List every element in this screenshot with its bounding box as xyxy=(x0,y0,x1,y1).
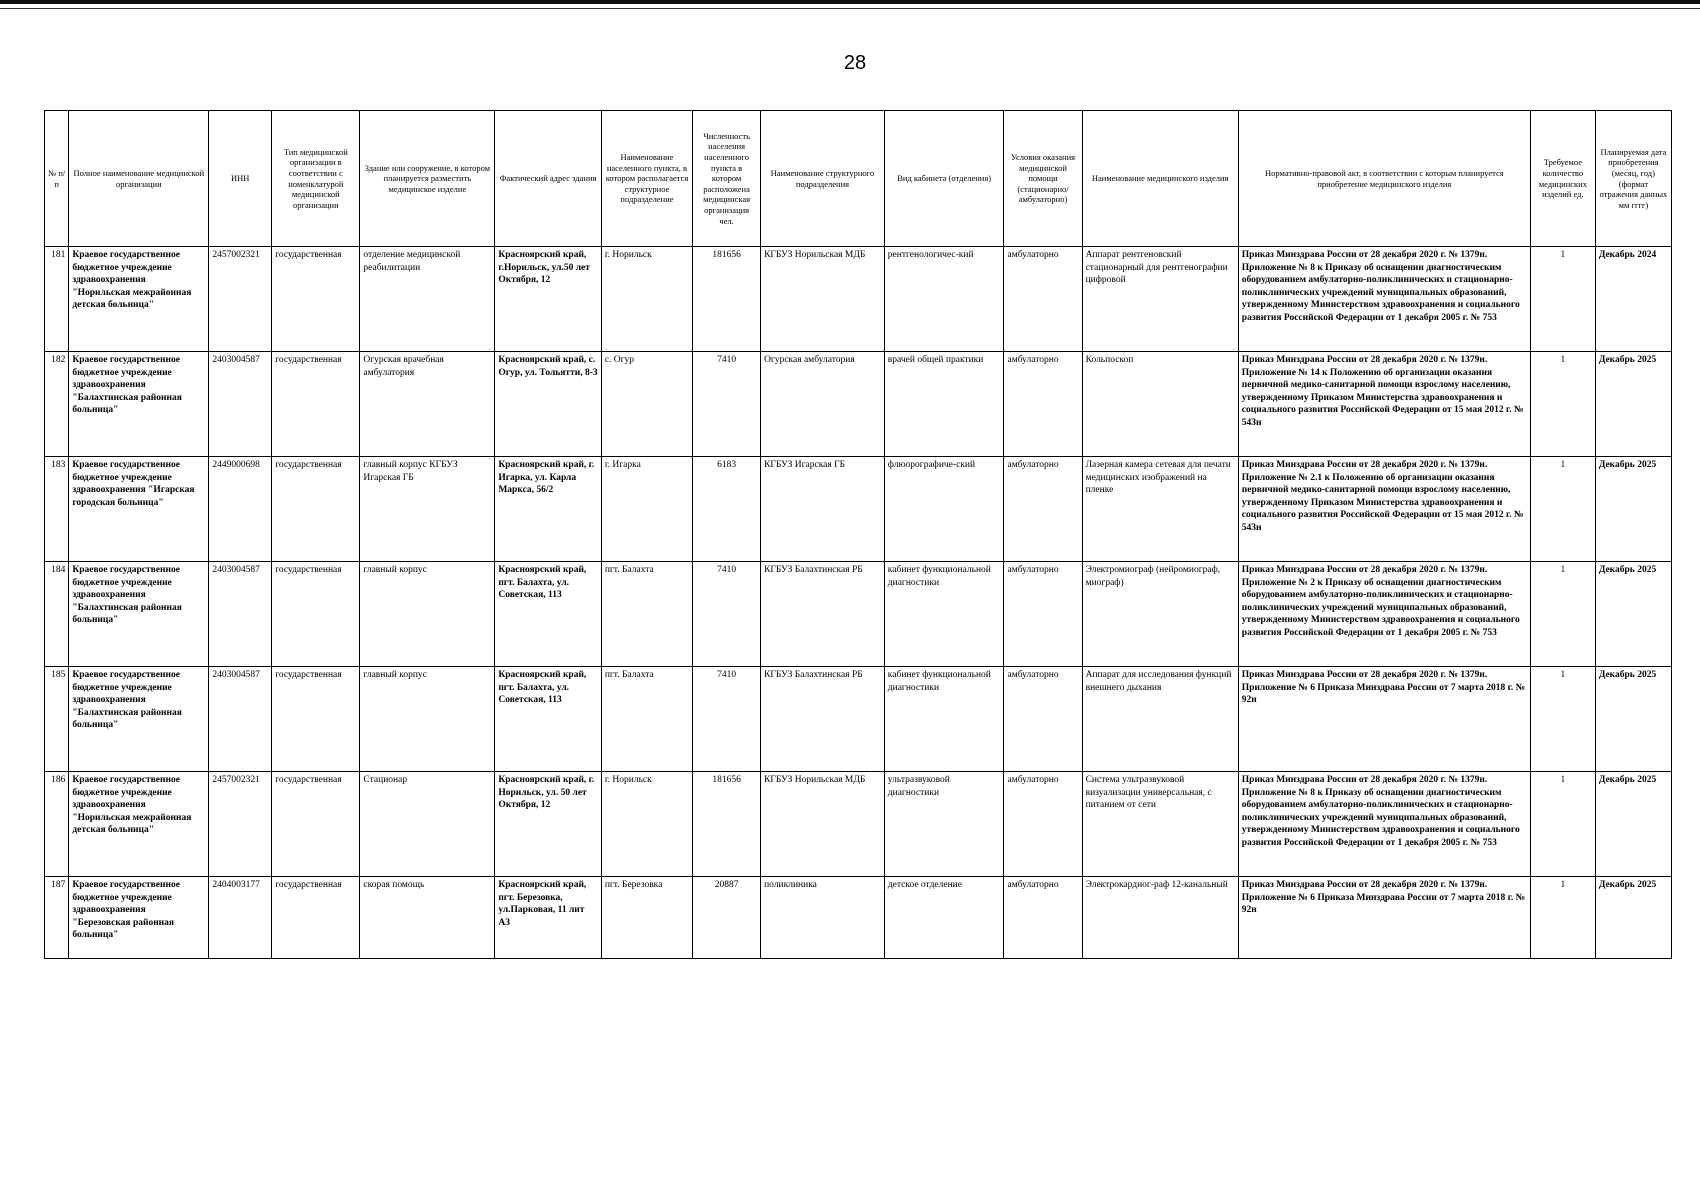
header-conditions: Условия оказания медицинской помощи (стационарно/ амбулаторно) xyxy=(1004,111,1082,247)
cell-num: 185 xyxy=(45,667,69,772)
cell-date: Декабрь 2024 xyxy=(1595,247,1671,352)
cell-building: Стационар xyxy=(360,772,495,877)
cell-org: Краевое государственное бюджетное учреждение здравоохранения "Игарская городская больница" xyxy=(69,457,209,562)
cell-unit: КГБУЗ Норильская МДБ xyxy=(761,247,885,352)
header-address: Фактический адрес здания xyxy=(495,111,602,247)
cell-device: Аппарат рентгеновский стационарный для рентгенографии цифровой xyxy=(1082,247,1238,352)
cell-conditions: амбулаторно xyxy=(1004,667,1082,772)
header-unit: Наименование структурного подразделения xyxy=(761,111,885,247)
table-row xyxy=(45,457,1672,562)
cell-locality: г. Норильск xyxy=(601,772,692,877)
cell-population: 7410 xyxy=(693,667,761,772)
cell-address: Красноярский край, г. Норильск, ул. 50 лет Октября, 12 xyxy=(495,772,602,877)
cell-population: 20887 xyxy=(693,877,761,959)
cell-unit: КГБУЗ Игарская ГБ xyxy=(761,457,885,562)
page-number: 28 xyxy=(843,52,867,74)
cell-address: Красноярский край, пгт. Балахта, ул. Советская, 113 xyxy=(495,667,602,772)
cell-qty: 1 xyxy=(1530,667,1595,772)
cell-cabinet: врачей общей практики xyxy=(884,352,1004,457)
cell-building: главный корпус xyxy=(360,562,495,667)
cell-device: Кольпоскоп xyxy=(1082,352,1238,457)
cell-num: 182 xyxy=(45,352,69,457)
cell-date: Декабрь 2025 xyxy=(1595,352,1671,457)
cell-conditions: амбулаторно xyxy=(1004,247,1082,352)
cell-population: 6183 xyxy=(693,457,761,562)
cell-unit: КГБУЗ Балахтинская РБ xyxy=(761,562,885,667)
cell-act: Приказ Минздрава России от 28 декабря 2020 г. № 1379н. Приложение № 2 к Приказу об оснащении диагностическим оборудованием амбулаторно-поликлинических и стационарно-поликлинических учреждений муниципальных образований, утвержденному Министерством здравоохранения и социального развития Российской Федерации от 1 декабря 2005 г. № 753 xyxy=(1238,562,1530,667)
cell-address: Красноярский край, пгт. Березовка, ул.Парковая, 11 лит А3 xyxy=(495,877,602,959)
cell-address: Красноярский край, пгт. Балахта, ул. Советская, 113 xyxy=(495,562,602,667)
cell-device: Электромиограф (нейромиограф, миограф) xyxy=(1082,562,1238,667)
header-inn: ИНН xyxy=(209,111,272,247)
cell-qty: 1 xyxy=(1530,247,1595,352)
cell-type: государственная xyxy=(272,667,360,772)
cell-act: Приказ Минздрава России от 28 декабря 2020 г. № 1379н. Приложение № 14 к Положению об организации оказания первичной медико-санитарной помощи взрослому населению, утвержденному Приказом Министерства здравоохранения и социального развития Российской Федерации от 15 мая 2012 г. № 543н xyxy=(1238,352,1530,457)
cell-cabinet: рентгенологичес-кий xyxy=(884,247,1004,352)
cell-qty: 1 xyxy=(1530,352,1595,457)
header-type: Тип медицинской организации в соответствии с номенклатурой медицинской организации xyxy=(272,111,360,247)
cell-locality: пгт. Березовка xyxy=(601,877,692,959)
cell-address: Красноярский край, с. Огур, ул. Тольятти, 8-3 xyxy=(495,352,602,457)
cell-device: Аппарат для исследования функций внешнего дыхания xyxy=(1082,667,1238,772)
cell-date: Декабрь 2025 xyxy=(1595,457,1671,562)
cell-date: Декабрь 2025 xyxy=(1595,772,1671,877)
cell-inn: 2457002321 xyxy=(209,247,272,352)
table-row xyxy=(45,352,1672,457)
cell-population: 181656 xyxy=(693,772,761,877)
cell-conditions: амбулаторно xyxy=(1004,772,1082,877)
cell-inn: 2404003177 xyxy=(209,877,272,959)
cell-type: государственная xyxy=(272,352,360,457)
cell-locality: пгт. Балахта xyxy=(601,562,692,667)
cell-unit: Огурская амбулатория xyxy=(761,352,885,457)
header-qty: Требуемое количество медицинских изделий ед. xyxy=(1530,111,1595,247)
cell-building: главный корпус xyxy=(360,667,495,772)
cell-building: отделение медицинской реабилитации xyxy=(360,247,495,352)
header-population: Численность населения населенного пункта в котором расположена медицинская организация чел. xyxy=(693,111,761,247)
cell-building: главный корпус КГБУЗ Игарская ГБ xyxy=(360,457,495,562)
cell-device: Система ультразвуковой визуализации универсальная, с питанием от сети xyxy=(1082,772,1238,877)
table-row xyxy=(45,667,1672,772)
cell-org: Краевое государственное бюджетное учреждение здравоохранения "Норильская межрайонная детская больница" xyxy=(69,772,209,877)
header-num: № п/п xyxy=(45,111,69,247)
cell-inn: 2449000698 xyxy=(209,457,272,562)
cell-qty: 1 xyxy=(1530,772,1595,877)
cell-num: 184 xyxy=(45,562,69,667)
cell-qty: 1 xyxy=(1530,877,1595,959)
cell-population: 181656 xyxy=(693,247,761,352)
header-device: Наименование медицинского изделия xyxy=(1082,111,1238,247)
cell-unit: КГБУЗ Балахтинская РБ xyxy=(761,667,885,772)
cell-conditions: амбулаторно xyxy=(1004,352,1082,457)
cell-act: Приказ Минздрава России от 28 декабря 2020 г. № 1379н. Приложение № 8 к Приказу об оснащении диагностическим оборудованием амбулаторно-поликлинических и стационарно-поликлинических учреждений муниципальных образований, утвержденному Министерством здравоохранения и социального развития Российской Федерации от 1 декабря 2005 г. № 753 xyxy=(1238,247,1530,352)
top-border-line xyxy=(0,0,1700,4)
header-act: Нормативно-правовой акт, в соответствии с которым планируется приобретение медицинского изделия xyxy=(1238,111,1530,247)
header-org: Полное наименование медицинской организации xyxy=(69,111,209,247)
header-cabinet: Вид кабинета (отделения) xyxy=(884,111,1004,247)
cell-unit: поликлиника xyxy=(761,877,885,959)
cell-locality: г. Игарка xyxy=(601,457,692,562)
header-row xyxy=(45,111,1672,247)
cell-type: государственная xyxy=(272,772,360,877)
table-row xyxy=(45,877,1672,959)
top-border-line-thin xyxy=(0,8,1700,9)
cell-device: Электрокардиог-раф 12-канальный xyxy=(1082,877,1238,959)
cell-unit: КГБУЗ Норильская МДБ xyxy=(761,772,885,877)
cell-type: государственная xyxy=(272,247,360,352)
cell-num: 183 xyxy=(45,457,69,562)
cell-inn: 2403004587 xyxy=(209,667,272,772)
cell-device: Лазерная камера сетевая для печати медицинских изображений на пленке xyxy=(1082,457,1238,562)
cell-act: Приказ Минздрава России от 28 декабря 2020 г. № 1379н. Приложение № 6 Приказа Минздрава России от 7 марта 2018 г. № 92н xyxy=(1238,667,1530,772)
cell-date: Декабрь 2025 xyxy=(1595,562,1671,667)
cell-address: Красноярский край, г. Игарка, ул. Карла Маркса, 56/2 xyxy=(495,457,602,562)
cell-locality: г. Норильск xyxy=(601,247,692,352)
cell-date: Декабрь 2025 xyxy=(1595,667,1671,772)
cell-act: Приказ Минздрава России от 28 декабря 2020 г. № 1379н. Приложение № 6 Приказа Минздрава России от 7 марта 2018 г. № 92н xyxy=(1238,877,1530,959)
cell-type: государственная xyxy=(272,457,360,562)
table-row xyxy=(45,247,1672,352)
cell-conditions: амбулаторно xyxy=(1004,877,1082,959)
cell-act: Приказ Минздрава России от 28 декабря 2020 г. № 1379н. Приложение № 2.1 к Положению об организации оказания первичной медико-санитарной помощи взрослому населению, утвержденному Приказом Министерства здравоохранения и социального развития Российской Федерации от 15 мая 2012 г. № 543н xyxy=(1238,457,1530,562)
cell-num: 186 xyxy=(45,772,69,877)
header-date: Планируемая дата приобретения (месяц, год) (формат отражения данных мм гггг) xyxy=(1595,111,1671,247)
cell-cabinet: ультразвуковой диагностики xyxy=(884,772,1004,877)
cell-inn: 2403004587 xyxy=(209,562,272,667)
table-row xyxy=(45,562,1672,667)
cell-org: Краевое государственное бюджетное учреждение здравоохранения "Березовская районная больница" xyxy=(69,877,209,959)
cell-date: Декабрь 2025 xyxy=(1595,877,1671,959)
cell-population: 7410 xyxy=(693,562,761,667)
cell-num: 187 xyxy=(45,877,69,959)
cell-conditions: амбулаторно xyxy=(1004,457,1082,562)
cell-cabinet: флюорографиче-ский xyxy=(884,457,1004,562)
cell-inn: 2457002321 xyxy=(209,772,272,877)
cell-num: 181 xyxy=(45,247,69,352)
cell-type: государственная xyxy=(272,877,360,959)
cell-org: Краевое государственное бюджетное учреждение здравоохранения "Балахтинская районная больница" xyxy=(69,667,209,772)
cell-cabinet: кабинет функциональной диагностики xyxy=(884,667,1004,772)
header-locality: Наименование населенного пункта, в котором располагается структурное подразделение xyxy=(601,111,692,247)
cell-building: скорая помощь xyxy=(360,877,495,959)
cell-address: Красноярский край, г.Норильск, ул.50 лет Октября, 12 xyxy=(495,247,602,352)
cell-cabinet: детское отделение xyxy=(884,877,1004,959)
cell-qty: 1 xyxy=(1530,562,1595,667)
equipment-plan-table xyxy=(44,110,1672,959)
cell-type: государственная xyxy=(272,562,360,667)
cell-inn: 2403004587 xyxy=(209,352,272,457)
table-row xyxy=(45,772,1672,877)
header-building: Здание или сооружение, в котором планируется разместить медицинское изделие xyxy=(360,111,495,247)
cell-org: Краевое государственное бюджетное учреждение здравоохранения "Балахтинская районная больница" xyxy=(69,352,209,457)
cell-org: Краевое государственное бюджетное учреждение здравоохранения "Балахтинская районная больница" xyxy=(69,562,209,667)
cell-org: Краевое государственное бюджетное учреждение здравоохранения "Норильская межрайонная детская больница" xyxy=(69,247,209,352)
cell-locality: пгт. Балахта xyxy=(601,667,692,772)
cell-population: 7410 xyxy=(693,352,761,457)
cell-act: Приказ Минздрава России от 28 декабря 2020 г. № 1379н. Приложение № 8 к Приказу об оснащении диагностическим оборудованием амбулаторно-поликлинических и стационарно-поликлинических учреждений муниципальных образований, утвержденному Министерством здравоохранения и социального развития Российской Федерации от 1 декабря 2005 г. № 753 xyxy=(1238,772,1530,877)
cell-conditions: амбулаторно xyxy=(1004,562,1082,667)
cell-locality: с. Огур xyxy=(601,352,692,457)
cell-qty: 1 xyxy=(1530,457,1595,562)
cell-building: Огурская врачебная амбулатория xyxy=(360,352,495,457)
cell-cabinet: кабинет функциональной диагностики xyxy=(884,562,1004,667)
